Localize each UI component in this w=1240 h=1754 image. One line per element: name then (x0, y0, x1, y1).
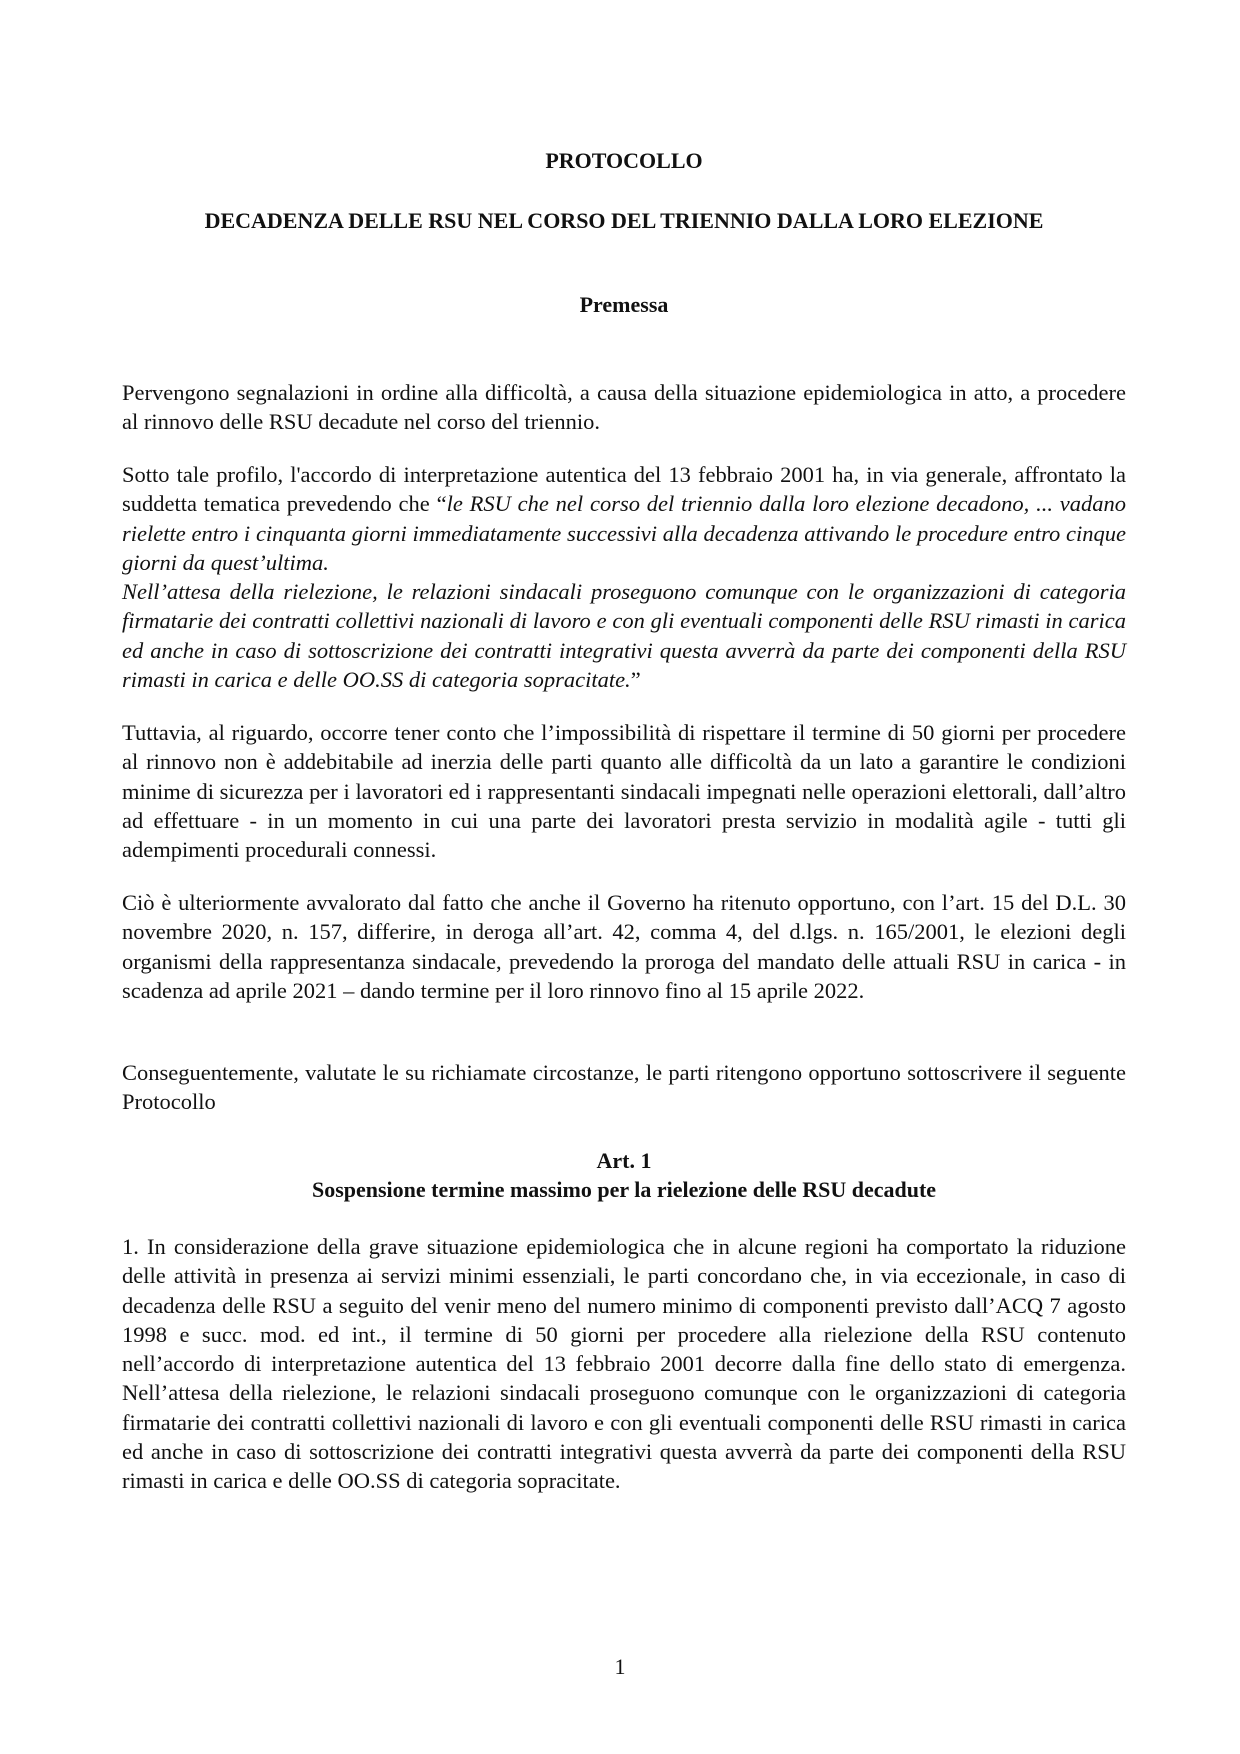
paragraph-2-quote: le RSU che nel corso del triennio dalla loro elezione decadono, ... vadano rielette entro i cinquanta giorni immediatamente successivi alla decadenza attivando le procedure entro cinque giorni da quest’ultima. (122, 491, 1126, 575)
page-number: 1 (614, 1654, 626, 1679)
article-number: Art. 1 (596, 1148, 652, 1173)
paragraph-2-lead: Sotto tale profilo, l'accordo di interpretazione autentica del 13 febbraio 2001 ha, in via generale, affrontato la suddetta tematica prevedendo che “ (122, 462, 1126, 517)
paragraph-1: Pervengono segnalazioni in ordine alla difficoltà, a causa della situazione epidemiologica in atto, a procedere al rinnovo delle RSU decadute nel corso del triennio. (122, 380, 1126, 435)
paragraph-4: Ciò è ulteriormente avvalorato dal fatto che anche il Governo ha ritenuto opportuno, con l’art. 15 del D.L. 30 novembre 2020, n. 157, differire, in deroga all’art. 42, comma 4, del d.lgs. n. 165/2001, le elezioni degli organismi della rappresentanza sindacale, prevedendo la proroga del mandato delle attuali RSU in carica - in scadenza ad aprile 2021 – dando termine per il loro rinnovo fino al 15 aprile 2022. (122, 890, 1126, 1003)
document-title: PROTOCOLLO (545, 148, 703, 173)
paragraph-2-quote-continued: Nell’attesa della rielezione, le relazioni sindacali proseguono comunque con le organizzazioni di categoria firmatarie dei contratti collettivi nazionali di lavoro e con gli eventuali componenti delle RSU rimasti in carica ed anche in caso di sottoscrizione dei contratti integrativi questa avverrà da parte dei componenti della RSU rimasti in carica e delle OO.SS di categoria sopracitate. (122, 579, 1126, 693)
article-title: Sospensione termine massimo per la rielezione delle RSU decadute (311, 1177, 937, 1202)
paragraph-5: Conseguentemente, valutate le su richiamate circostanze, le parti ritengono opportuno sottoscrivere il seguente Protocollo (122, 1060, 1126, 1115)
paragraph-3: Tuttavia, al riguardo, occorre tener conto che l’impossibilità di rispettare il termine di 50 giorni per procedere al rinnovo non è addebitabile ad inerzia delle parti quanto alle difficoltà da un lato a garantire le condizioni minime di sicurezza per i lavoratori ed i rappresentanti sindacali impegnati nelle operazioni elettorali, dall’altro ad effettuare - in un momento in cui una parte dei lavoratori presta servizio in modalità agile - tutti gli adempimenti procedurali connessi. (122, 720, 1126, 863)
paragraph-2-close-quote: ” (630, 667, 641, 693)
paragraph-2 (122, 460, 1126, 694)
document-subtitle: DECADENZA DELLE RSU NEL CORSO DEL TRIENNIO DALLA LORO ELEZIONE (204, 208, 1044, 233)
section-heading-premessa: Premessa (579, 292, 669, 317)
article-1-text: 1. In considerazione della grave situazione epidemiologica che in alcune regioni ha comportato la riduzione delle attività in presenza ai servizi minimi essenziali, le parti concordano che, in via eccezionale, in caso di decadenza delle RSU a seguito del venir meno del numero minimo di componenti previsto dall’ACQ 7 agosto 1998 e succ. mod. ed int., il termine di 50 giorni per procedere alla rielezione della RSU contenuto nell’accordo di interpretazione autentica del 13 febbraio 2001 decorre dalla fine dello stato di emergenza. Nell’attesa della rielezione, le relazioni sindacali proseguono comunque con le organizzazioni di categoria firmatarie dei contratti collettivi nazionali di lavoro e con gli eventuali componenti delle RSU rimasti in carica ed anche in caso di sottoscrizione dei contratti integrativi questa avverrà da parte dei componenti della RSU rimasti in carica e delle OO.SS di categoria sopracitate. (122, 1234, 1126, 1494)
